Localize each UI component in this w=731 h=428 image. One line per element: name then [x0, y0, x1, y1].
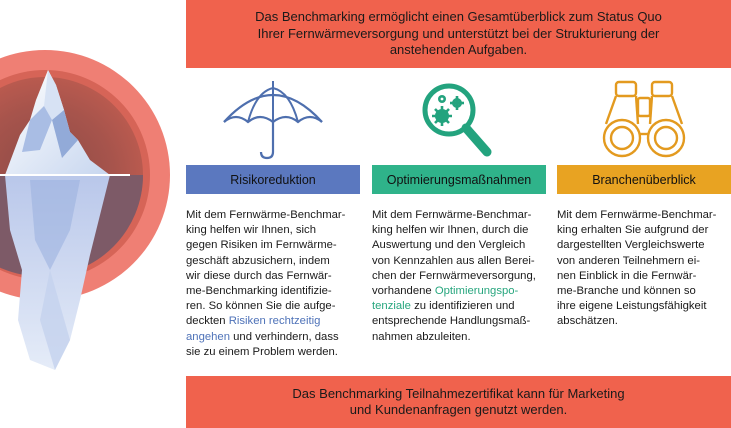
bottom-banner-line: Das Benchmarking Teilnahmezertifikat kann für Marketing [292, 385, 625, 401]
text-line: me-Branche und können so [557, 285, 696, 298]
text-line: ren. So können Sie die aufge- [186, 300, 336, 313]
highlight-tenziale: tenziale [372, 300, 411, 313]
text-line: Mit dem Fernwärme-Benchmar- [557, 209, 717, 221]
top-banner [186, 0, 731, 68]
highlight-risiken: Risiken rechtzeitig [228, 315, 321, 328]
iceberg-illustration [0, 40, 175, 390]
label-risikoreduktion: Risikoreduktion [186, 165, 360, 194]
text-line: chen der Fernwärmeversorgung, [372, 269, 536, 282]
highlight-angehen: angehen [186, 330, 230, 343]
text-line [372, 284, 550, 299]
magnifier-gears-icon [372, 78, 546, 168]
top-banner-line: Ihrer Fernwärmeversorgung und unterstützt bei der Strukturierung der [257, 25, 660, 41]
text-line: king erhalten Sie aufgrund der [557, 224, 709, 237]
text-line: entsprechende Handlungsmaß- [372, 315, 531, 328]
text-line: wir diese durch das Fernwär- [186, 269, 332, 282]
text-line: Auswertung und den Vergleich [372, 239, 526, 252]
label-optimierungsmassnahmen: Optimierungsmaßnahmen [372, 165, 546, 194]
text-fragment: vorhandene [372, 285, 435, 298]
text-line: geschäft abzusichern, indem [186, 254, 330, 267]
text-line: abschätzen. [557, 315, 618, 328]
column-branchenueberblick [557, 78, 731, 328]
top-banner-line: anstehenden Aufgaben. [389, 42, 528, 58]
text-line: king helfen wir Ihnen, durch die [372, 224, 529, 237]
text-line: me-Benchmarking identifizie- [186, 285, 332, 298]
highlight-optimierung: Optimierungspo- [434, 285, 519, 298]
text-line: nen Einblick in die Fernwär- [557, 269, 697, 282]
text-line: sie zu einem Problem werden. [186, 345, 338, 358]
text-fragment: und verhindern, dass [229, 330, 339, 343]
text-line: Mit dem Fernwärme-Benchmar- [186, 209, 346, 221]
bottom-banner [186, 376, 731, 428]
text-line [186, 330, 364, 345]
top-banner-line: Das Benchmarking ermöglicht einen Gesamtüberblick zum Status Quo [255, 9, 662, 25]
text-line [372, 299, 550, 314]
text-line: von anderen Teilnehmern ei- [557, 254, 700, 267]
text-line: nahmen abzuleiten. [372, 330, 471, 343]
optimierung-text [372, 208, 550, 345]
text-line: Mit dem Fernwärme-Benchmar- [372, 209, 532, 221]
text-line: gegen Risiken im Fernwärme- [186, 239, 337, 252]
text-fragment: zu identifizieren und [410, 300, 515, 313]
text-line: king helfen wir Ihnen, sich [186, 224, 316, 237]
column-risikoreduktion [186, 78, 360, 358]
text-line: dargestellten Vergleichswerte [557, 239, 705, 252]
risikoreduktion-text [186, 208, 364, 360]
bottom-banner-line: und Kundenanfragen genutzt werden. [349, 402, 568, 417]
umbrella-icon [186, 78, 360, 168]
text-line [186, 314, 364, 329]
text-line: ihre eigene Leistungsfähigkeit [557, 300, 707, 313]
label-branchenueberblick: Branchenüberblick [557, 165, 731, 194]
text-fragment: deckten [186, 315, 229, 328]
text-line: von Kennzahlen aus allen Berei- [372, 254, 535, 267]
branchen-text [557, 208, 731, 330]
column-optimierungsmassnahmen [372, 78, 546, 343]
binoculars-icon [557, 78, 731, 168]
